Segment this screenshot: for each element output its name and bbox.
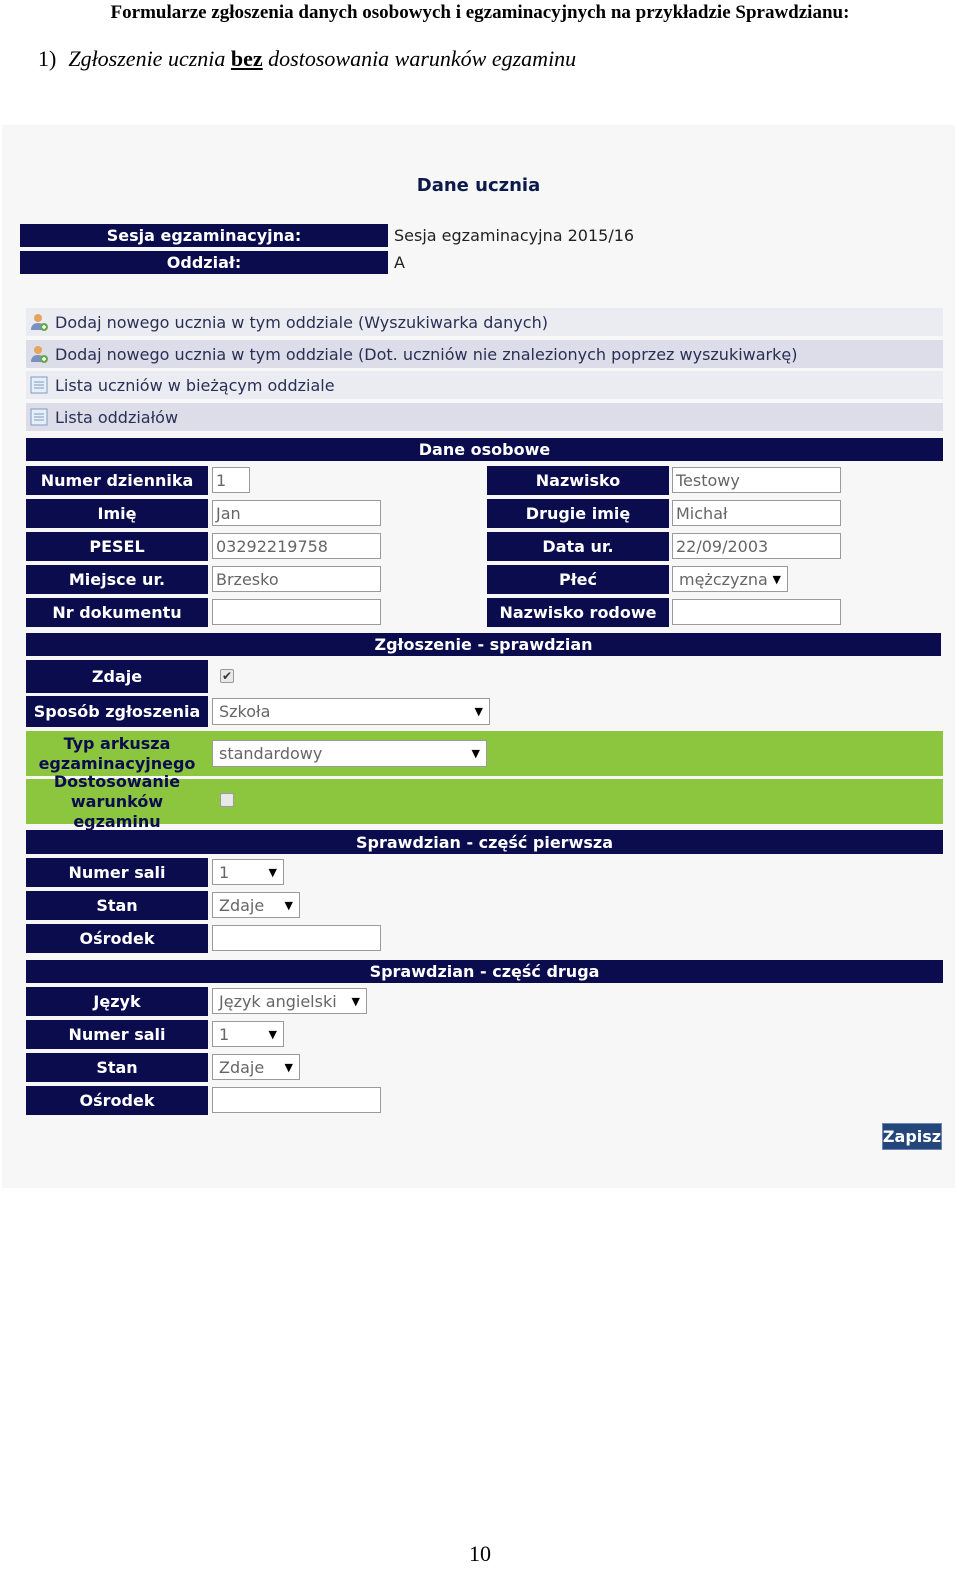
label-part2-numer-sali: Numer sali — [26, 1020, 208, 1049]
label-numer-dziennika: Numer dziennika — [26, 466, 208, 495]
document-subtitle — [38, 46, 576, 72]
label-part1-numer-sali: Numer sali — [26, 858, 208, 887]
section-personal: Dane osobowe — [26, 438, 943, 461]
part2-stan-value: Zdaje — [219, 1057, 265, 1077]
plec-select[interactable] — [672, 566, 788, 592]
typ-label-line-2: egzaminacyjnego — [38, 753, 196, 773]
zdaje-checkbox[interactable]: ✔ — [221, 669, 233, 683]
link-class-list[interactable] — [26, 403, 943, 431]
miejsce-ur-input[interactable]: Brzesko — [212, 566, 381, 592]
part1-stan-select[interactable] — [212, 892, 300, 918]
drugie-imie-input[interactable]: Michał — [672, 500, 841, 526]
link-label: Dodaj nowego ucznia w tym oddziale (Wyszukiwarka danych) — [55, 312, 548, 332]
typ-value: standardowy — [219, 744, 323, 763]
chevron-down-icon: ▼ — [268, 1027, 277, 1041]
session-label: Sesja egzaminacyjna: — [20, 224, 388, 247]
label-miejsce-ur: Miejsce ur. — [26, 565, 208, 594]
label-drugie-imie: Drugie imię — [487, 499, 669, 528]
label-typ-arkusza — [26, 731, 208, 776]
session-value: Sesja egzaminacyjna 2015/16 — [394, 226, 635, 245]
pesel-input[interactable]: 03292219758 — [212, 533, 381, 559]
link-label: Lista uczniów w bieżącym oddziale — [55, 375, 335, 395]
part2-numer-sali-value: 1 — [219, 1024, 230, 1044]
label-sposob-zgloszenia: Sposób zgłoszenia — [26, 696, 208, 727]
section-part1: Sprawdzian - część pierwsza — [26, 830, 943, 854]
section-part2: Sprawdzian - część druga — [26, 960, 943, 983]
chevron-down-icon: ▼ — [284, 1060, 293, 1074]
link-student-list[interactable] — [26, 371, 943, 399]
data-ur-input[interactable]: 22/09/2003 — [672, 533, 841, 559]
chevron-down-icon: ▼ — [772, 572, 781, 586]
part2-numer-sali-select[interactable] — [212, 1021, 284, 1047]
link-add-student-search[interactable] — [26, 308, 943, 336]
label-pesel: PESEL — [26, 532, 208, 561]
chevron-down-icon: ▼ — [351, 994, 360, 1008]
label-data-ur: Data ur. — [487, 532, 669, 561]
chevron-down-icon: ▼ — [268, 865, 277, 879]
class-label: Oddział: — [20, 251, 388, 274]
part2-stan-select[interactable] — [212, 1054, 300, 1080]
label-plec: Płeć — [487, 565, 669, 594]
document-header: Formularze zgłoszenia danych osobowych i egzaminacyjnych na przykładzie Sprawdzianu: — [110, 2, 850, 23]
label-part1-stan: Stan — [26, 891, 208, 920]
section-registration: Zgłoszenie - sprawdzian — [26, 633, 941, 656]
subtitle-part-b: dostosowania warunków egzaminu — [268, 46, 577, 71]
label-part2-osrodek: Ośrodek — [26, 1086, 208, 1115]
list-icon — [29, 375, 49, 395]
add-user-icon — [29, 344, 49, 364]
chevron-down-icon: ▼ — [471, 747, 480, 760]
typ-arkusza-select[interactable] — [212, 740, 487, 767]
subtitle-part-a: Zgłoszenie ucznia — [68, 46, 226, 71]
sposob-zgloszenia-select[interactable] — [212, 698, 490, 725]
label-zdaje: Zdaje — [26, 660, 208, 693]
screenshot-panel — [2, 125, 955, 1188]
label-dostosowanie — [26, 771, 208, 831]
sposob-value: Szkoła — [219, 702, 271, 721]
label-part2-stan: Stan — [26, 1053, 208, 1082]
add-user-icon — [29, 312, 49, 332]
chevron-down-icon: ▼ — [474, 705, 483, 718]
label-nazwisko-rodowe: Nazwisko rodowe — [487, 598, 669, 627]
label-part2-jezyk: Język — [26, 987, 208, 1016]
part1-numer-sali-value: 1 — [219, 862, 230, 882]
label-imie: Imię — [26, 499, 208, 528]
class-value: A — [394, 253, 405, 272]
numer-dziennika-input[interactable]: 1 — [212, 467, 250, 493]
save-button[interactable]: Zapisz — [882, 1123, 942, 1150]
imie-input[interactable]: Jan — [212, 500, 381, 526]
form-title: Dane ucznia — [416, 175, 541, 196]
label-nr-dokumentu: Nr dokumentu — [26, 598, 208, 627]
part2-jezyk-select[interactable] — [212, 988, 367, 1014]
label-nazwisko: Nazwisko — [487, 466, 669, 495]
link-add-student-not-found[interactable] — [26, 340, 943, 368]
label-part1-osrodek: Ośrodek — [26, 924, 208, 953]
link-label: Lista oddziałów — [55, 407, 179, 427]
dostosowanie-label-line-2: warunków egzaminu — [70, 791, 164, 831]
dostosowanie-checkbox[interactable] — [220, 793, 234, 807]
nazwisko-rodowe-input[interactable] — [672, 599, 841, 625]
link-label: Dodaj nowego ucznia w tym oddziale (Dot. uczniów nie znalezionych poprzez wyszukiwarkę) — [55, 344, 798, 364]
part1-osrodek-input[interactable] — [212, 925, 381, 951]
dostosowanie-label-line-1: Dostosowanie — [53, 771, 181, 791]
part2-jezyk-value: Język angielski — [219, 991, 337, 1011]
part2-osrodek-input[interactable] — [212, 1087, 381, 1113]
chevron-down-icon: ▼ — [284, 898, 293, 912]
subtitle-number: 1) — [38, 46, 57, 71]
list-icon — [29, 407, 49, 427]
plec-value: mężczyzna — [679, 569, 768, 589]
page-number: 10 — [469, 1541, 491, 1566]
nr-dokumentu-input[interactable] — [212, 599, 381, 625]
subtitle-bez: bez — [230, 46, 263, 71]
nazwisko-input[interactable]: Testowy — [672, 467, 841, 493]
part1-numer-sali-select[interactable] — [212, 859, 284, 885]
typ-label-line-1: Typ arkusza — [63, 733, 171, 753]
part1-stan-value: Zdaje — [219, 895, 265, 915]
